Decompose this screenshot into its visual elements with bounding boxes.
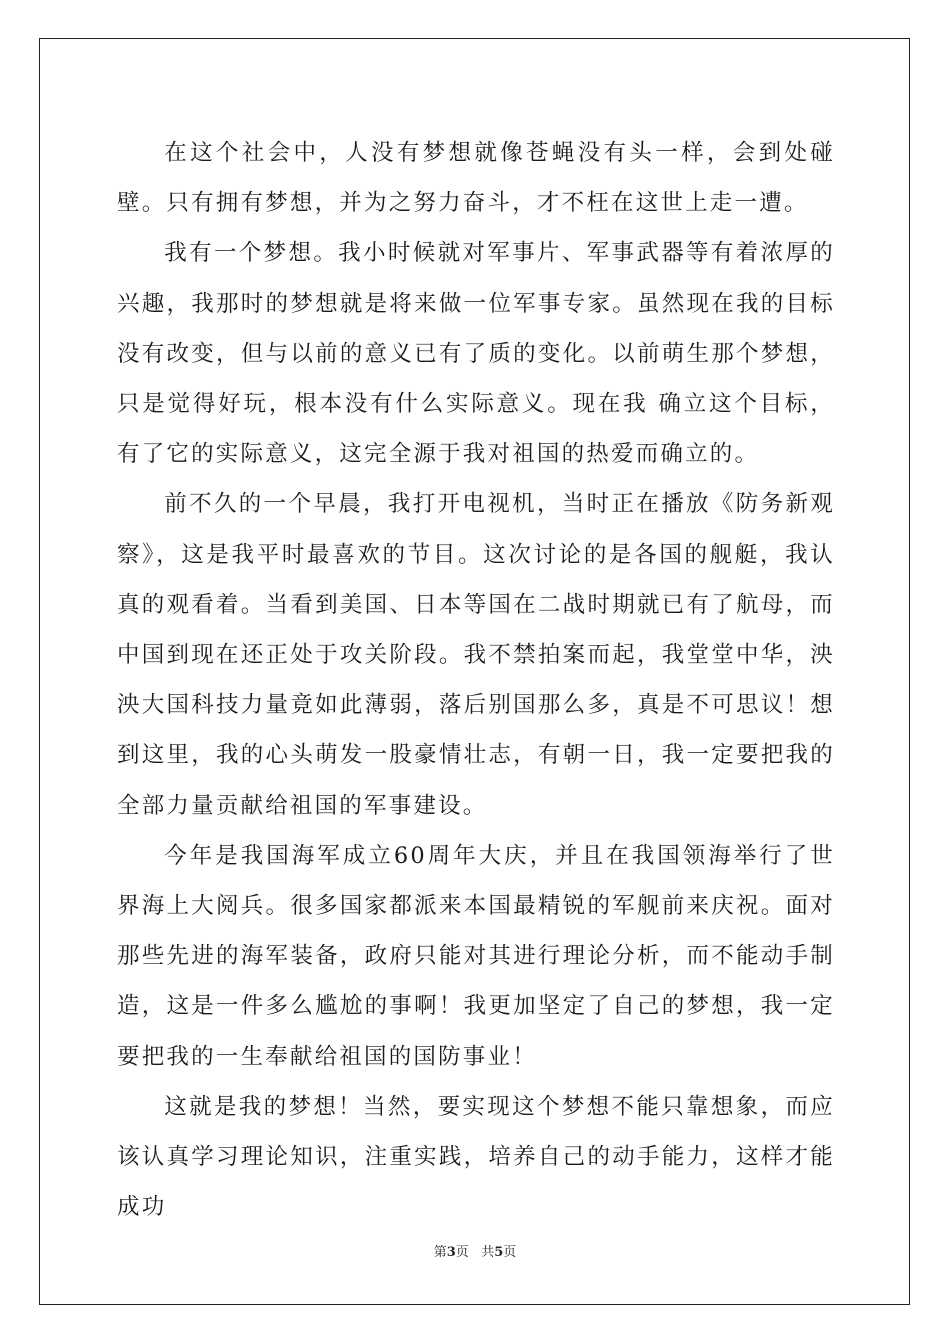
page-suffix: 页 — [455, 1245, 469, 1260]
document-body — [117, 128, 835, 1232]
current-page-number: 3 — [446, 1245, 456, 1260]
paragraph: 在这个社会中，人没有梦想就像苍蝇没有头一样，会到处碰壁。只有拥有梦想，并为之努力奋斗，才不枉在这世上走一遭。 — [117, 140, 835, 217]
paragraph: 前不久的一个早晨，我打开电视机，当时正在播放《防务新观察》，这是我平时最喜欢的节目。这次讨论的是各国的舰艇，我认真的观看着。当看到美国、日本等国在二战时期就已有了航母，而中国到现在还正处于攻关阶段。我不禁拍案而起，我堂堂中华，泱泱大国科技力量竟如此薄弱，落后别国那么多，真是不可思议！想到这里，我的心头萌发一股豪情壮志，有朝一日，我一定要把我的全部力量贡献给祖国的军事建设。 — [117, 491, 835, 819]
paragraph: 我有一个梦想。我小时候就对军事片、军事武器等有着浓厚的兴趣，我那时的梦想就是将来做一位军事专家。虽然现在我的目标没有改变，但与以前的意义已有了质的变化。以前萌生那个梦想，只是觉得好玩，根本没有什么实际意义。现在我 确立这个目标，有了它的实际意义，这完全源于我对祖国的热爱而确立的。 — [117, 240, 835, 468]
total-prefix: 共 — [481, 1245, 495, 1260]
page-footer — [0, 1245, 950, 1261]
page-prefix: 第 — [433, 1245, 447, 1260]
total-page-count: 5 — [494, 1245, 504, 1260]
paragraph: 这就是我的梦想！当然，要实现这个梦想不能只靠想象，而应该认真学习理论知识，注重实践，培养自己的动手能力，这样才能成功 — [117, 1093, 835, 1221]
total-suffix: 页 — [503, 1245, 517, 1260]
paragraph: 今年是我国海军成立60周年大庆，并且在我国领海举行了世界海上大阅兵。很多国家都派来本国最精锐的军舰前来庆祝。面对那些先进的海军装备，政府只能对其进行理论分析，而不能动手制造，这是一件多么尴尬的事啊！我更加坚定了自己的梦想，我一定要把我的一生奉献给祖国的国防事业！ — [117, 842, 835, 1070]
